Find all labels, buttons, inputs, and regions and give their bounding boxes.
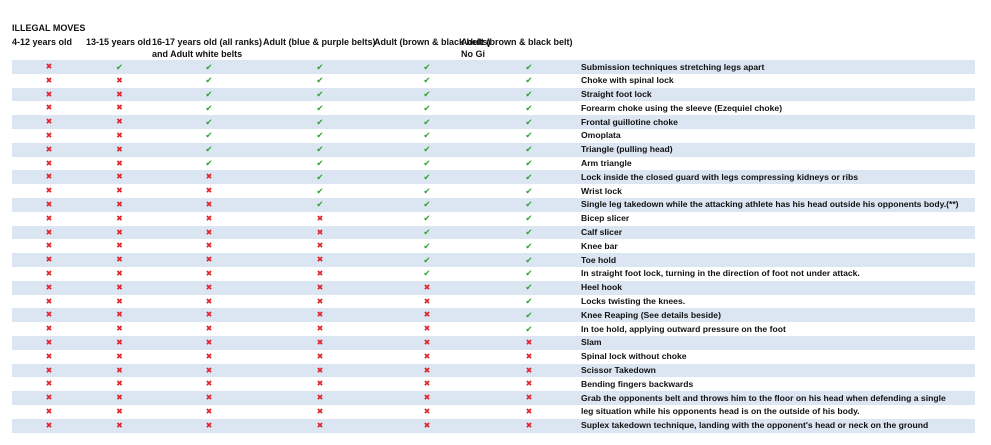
move-name: leg situation while his opponents head is on the outside of his body. [581,406,860,417]
cross-icon: ✖ [205,406,213,416]
table-row [12,115,975,129]
check-icon: ✔ [525,185,533,196]
check-icon: ✔ [316,144,324,155]
header-adult-brown-black-nogi: Adult (brown & black belt) No Gi [461,37,573,59]
check-icon: ✔ [525,102,533,113]
cross-icon: ✖ [205,227,213,237]
cross-icon: ✖ [45,213,53,223]
cross-icon: ✖ [316,365,324,375]
move-name: Wrist lock [581,185,622,196]
cross-icon: ✖ [205,268,213,278]
cross-icon: ✖ [116,296,123,306]
cross-icon: ✖ [525,337,533,347]
cross-icon: ✖ [116,158,123,168]
cross-icon: ✖ [45,158,53,168]
cross-icon: ✖ [45,199,53,209]
cross-icon: ✖ [205,172,213,182]
check-icon: ✔ [525,309,533,320]
cross-icon: ✖ [316,296,324,306]
move-name: Bicep slicer [581,213,630,224]
cross-icon: ✖ [316,282,324,292]
table-row [12,405,975,419]
cross-icon: ✖ [423,406,431,416]
check-icon: ✔ [423,240,431,251]
cross-icon: ✖ [116,310,123,320]
cross-icon: ✖ [45,186,53,196]
cross-icon: ✖ [116,103,123,113]
cross-icon: ✖ [45,255,53,265]
cross-icon: ✖ [45,241,53,251]
cross-icon: ✖ [45,268,53,278]
check-icon: ✔ [525,116,533,127]
check-icon: ✔ [316,185,324,196]
cross-icon: ✖ [205,379,213,389]
check-icon: ✔ [205,158,213,169]
cross-icon: ✖ [45,130,53,140]
cross-icon: ✖ [205,255,213,265]
check-icon: ✔ [423,144,431,155]
table-row [12,157,975,171]
cross-icon: ✖ [423,420,431,430]
move-name: In toe hold, applying outward pressure on the foot [581,323,786,334]
table-row [12,267,975,281]
cross-icon: ✖ [45,420,53,430]
cross-icon: ✖ [45,282,53,292]
check-icon: ✔ [525,213,533,224]
cross-icon: ✖ [45,406,53,416]
cross-icon: ✖ [205,186,213,196]
cross-icon: ✖ [525,406,533,416]
cross-icon: ✖ [116,420,123,430]
move-name: In straight foot lock, turning in the direction of foot not under attack. [581,268,860,279]
move-name: Heel hook [579,281,975,295]
check-icon: ✔ [423,75,431,86]
cross-icon: ✖ [45,89,53,99]
check-icon: ✔ [525,130,533,141]
cross-icon: ✖ [205,351,213,361]
check-icon: ✔ [423,158,431,169]
move-name: Choke with spinal lock [581,75,674,86]
cross-icon: ✖ [316,227,324,237]
table-row [12,377,975,391]
cross-icon: ✖ [205,337,213,347]
move-name: Calf slicer [579,226,975,240]
cross-icon: ✖ [116,268,123,278]
cross-icon: ✖ [525,365,533,375]
cross-icon: ✖ [45,75,53,85]
cross-icon: ✖ [525,379,533,389]
check-icon: ✔ [205,144,213,155]
check-icon: ✔ [423,185,431,196]
move-name: Scissor Takedown [579,364,975,378]
check-icon: ✔ [525,282,533,293]
cross-icon: ✖ [45,393,53,403]
check-icon: ✔ [316,102,324,113]
cross-icon: ✖ [45,144,53,154]
cross-icon: ✖ [45,103,53,113]
move-name: Triangle (pulling head) [579,143,975,157]
move-name: Frontal guillotine choke [579,115,975,129]
cross-icon: ✖ [316,241,324,251]
cross-icon: ✖ [525,393,533,403]
check-icon: ✔ [316,171,324,182]
check-icon: ✔ [525,240,533,251]
cross-icon: ✖ [205,199,213,209]
check-icon: ✔ [525,227,533,238]
table-row [12,88,975,102]
header-adult-blue-purple: Adult (blue & purple belts) [263,37,376,47]
cross-icon: ✖ [45,117,53,127]
table-row [12,419,975,433]
check-icon: ✔ [205,61,213,72]
move-name: Omoplata [581,130,621,141]
cross-icon: ✖ [316,324,324,334]
cross-icon: ✖ [423,351,431,361]
move-name: Lock inside the closed guard with legs compressing kidneys or ribs [579,170,975,184]
check-icon: ✔ [423,61,431,72]
header-age-16-17: 16-17 years old (all ranks) and Adult white belts [152,37,263,59]
check-icon: ✔ [525,75,533,86]
check-icon: ✔ [525,144,533,155]
table-row [12,184,975,198]
cross-icon: ✖ [45,324,53,334]
cross-icon: ✖ [116,255,123,265]
cross-icon: ✖ [116,282,123,292]
table-row [12,322,975,336]
cross-icon: ✖ [116,213,123,223]
check-icon: ✔ [423,268,431,279]
check-icon: ✔ [205,102,213,113]
table-row [12,101,975,115]
cross-icon: ✖ [116,117,123,127]
cross-icon: ✖ [316,337,324,347]
check-icon: ✔ [423,102,431,113]
table-row [12,143,975,157]
check-icon: ✔ [205,75,213,86]
check-icon: ✔ [423,130,431,141]
cross-icon: ✖ [205,296,213,306]
check-icon: ✔ [316,75,324,86]
cross-icon: ✖ [423,296,431,306]
cross-icon: ✖ [45,172,53,182]
check-icon: ✔ [205,116,213,127]
check-icon: ✔ [205,130,213,141]
check-icon: ✔ [423,199,431,210]
check-icon: ✔ [423,213,431,224]
check-icon: ✔ [525,61,533,72]
cross-icon: ✖ [316,379,324,389]
header-age-13-15: 13-15 years old [86,37,152,47]
cross-icon: ✖ [116,406,123,416]
check-icon: ✔ [316,158,324,169]
cross-icon: ✖ [205,241,213,251]
cross-icon: ✖ [116,172,123,182]
table-row [12,253,975,267]
cross-icon: ✖ [45,62,53,71]
table-row [12,350,975,364]
move-name: Forearm choke using the sleeve (Ezequiel choke) [581,102,783,113]
cross-icon: ✖ [45,227,53,237]
move-name: Grab the opponents belt and throws him to the floor on his head when defending a single [579,391,975,405]
move-name: Suplex takedown technique, landing with the opponent's head or neck on the ground [579,419,975,433]
cross-icon: ✖ [316,310,324,320]
check-icon: ✔ [423,254,431,265]
cross-icon: ✖ [205,393,213,403]
cross-icon: ✖ [316,393,324,403]
cross-icon: ✖ [205,324,213,334]
check-icon: ✔ [525,89,533,100]
cross-icon: ✖ [205,213,213,223]
cross-icon: ✖ [116,351,123,361]
table-row [12,198,975,212]
check-icon: ✔ [525,296,533,307]
cross-icon: ✖ [116,199,123,209]
cross-icon: ✖ [45,310,53,320]
check-icon: ✔ [205,89,213,100]
cross-icon: ✖ [116,89,123,99]
check-icon: ✔ [525,171,533,182]
sheet-title: ILLEGAL MOVES [12,23,86,33]
table-row [12,170,975,184]
check-icon: ✔ [316,199,324,210]
check-icon: ✔ [423,171,431,182]
cross-icon: ✖ [423,324,431,334]
cross-icon: ✖ [116,227,123,237]
cross-icon: ✖ [423,282,431,292]
check-icon: ✔ [423,89,431,100]
cross-icon: ✖ [316,213,324,223]
move-name: Locks twisting the knees. [581,296,686,307]
table-row [12,239,975,253]
cross-icon: ✖ [205,365,213,375]
check-icon: ✔ [525,268,533,279]
cross-icon: ✖ [316,255,324,265]
cross-icon: ✖ [316,268,324,278]
table-row [12,308,975,322]
cross-icon: ✖ [116,337,123,347]
move-name: Straight foot lock [579,88,975,102]
cross-icon: ✖ [423,365,431,375]
check-icon: ✔ [525,158,533,169]
table-row [12,364,975,378]
table-row [12,295,975,309]
move-name: Knee Reaping (See details beside) [579,308,975,322]
check-icon: ✔ [525,199,533,210]
cross-icon: ✖ [45,379,53,389]
cross-icon: ✖ [205,282,213,292]
illegal-moves-table [12,60,975,433]
table-row [12,129,975,143]
cross-icon: ✖ [116,365,123,375]
cross-icon: ✖ [205,310,213,320]
check-icon: ✔ [316,116,324,127]
cross-icon: ✖ [423,393,431,403]
header-adult-brown-black: Adult (brown & black belts) [374,37,491,47]
cross-icon: ✖ [45,365,53,375]
cross-icon: ✖ [525,420,533,430]
table-row [12,391,975,405]
cross-icon: ✖ [116,75,123,85]
move-name: Submission techniques stretching legs apart [579,60,975,74]
table-row [12,74,975,88]
move-name: Arm triangle [581,158,632,169]
table-row [12,226,975,240]
cross-icon: ✖ [45,296,53,306]
cross-icon: ✖ [116,186,123,196]
cross-icon: ✖ [525,351,533,361]
move-name: Slam [579,336,975,350]
header-age-4-12: 4-12 years old [12,37,73,47]
cross-icon: ✖ [423,310,431,320]
check-icon: ✔ [423,116,431,127]
check-icon: ✔ [316,61,324,72]
move-name: Bending fingers backwards [581,378,694,389]
cross-icon: ✖ [45,351,53,361]
cross-icon: ✖ [316,406,324,416]
cross-icon: ✖ [423,337,431,347]
check-icon: ✔ [115,61,124,72]
move-name: Spinal lock without choke [581,351,687,362]
cross-icon: ✖ [116,324,123,334]
move-name: Knee bar [581,240,618,251]
cross-icon: ✖ [116,144,123,154]
check-icon: ✔ [423,227,431,238]
check-icon: ✔ [525,323,533,334]
table-row [12,60,975,74]
table-row [12,281,975,295]
move-name: Toe hold [579,253,975,267]
cross-icon: ✖ [423,379,431,389]
move-name: Single leg takedown while the attacking athlete has his head outside his opponents body.(**) [579,198,975,212]
check-icon: ✔ [316,130,324,141]
check-icon: ✔ [316,89,324,100]
cross-icon: ✖ [116,379,123,389]
table-row [12,336,975,350]
cross-icon: ✖ [116,130,123,140]
cross-icon: ✖ [316,351,324,361]
cross-icon: ✖ [45,337,53,347]
cross-icon: ✖ [316,420,324,430]
cross-icon: ✖ [116,393,123,403]
check-icon: ✔ [525,254,533,265]
cross-icon: ✖ [116,241,123,251]
table-row [12,212,975,226]
cross-icon: ✖ [205,420,213,430]
